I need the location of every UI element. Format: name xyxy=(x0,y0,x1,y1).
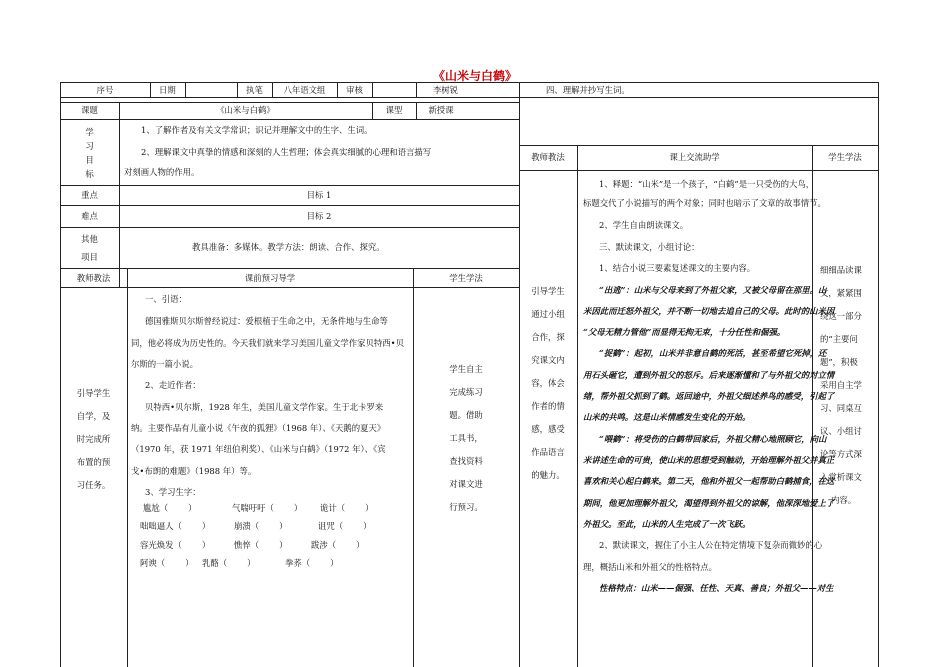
teacher-method-line: 容，体会 xyxy=(531,378,565,388)
vocab-word: 崩溃（ xyxy=(234,521,260,531)
author-heading: 2、走近作者： xyxy=(145,380,201,390)
intro-line: 德国雅斯贝尔斯曾经说过：爱根植于生命之中，无条件地与生命等 xyxy=(145,316,388,326)
vocab-item xyxy=(232,502,302,515)
vocab-word: 阿谀（ xyxy=(140,558,166,568)
content-line: “喂鹤”：将受伤的白鹤带回家后，外祖父精心地照顾它，向山 xyxy=(599,434,827,444)
teacher-method-line: 通过小组 xyxy=(531,309,565,319)
other-label: 项目 xyxy=(81,252,98,262)
student-method-line: 题。借助 xyxy=(449,410,483,420)
difficulty-label: 难点 xyxy=(81,211,98,221)
other-value: 教具准备：多媒体。教学方法：朗读、合作、探究。 xyxy=(192,242,385,252)
content-line: 性格特点：山米——倔强、任性、天真、善良；外祖父——对生 xyxy=(599,583,834,593)
student-method-line: 入赏析课文 xyxy=(820,472,862,482)
grid-line xyxy=(519,82,520,667)
content-line: 米因此而迁怒外祖父，并不断一切地去追自己的父母。此时的山米因 xyxy=(583,306,835,316)
vocab-item xyxy=(311,539,365,552)
goals-label-char: 目 xyxy=(85,155,94,165)
left-guide-header: 课前预习导学 xyxy=(244,273,296,283)
teacher-method-line: 引导学生 xyxy=(76,388,111,398)
grid-line xyxy=(60,119,519,120)
goal-line: 1、了解作者及有关文学常识；识记并理解文中的生字、生词。 xyxy=(141,125,373,135)
writer-label: 执笔 xyxy=(246,85,263,95)
vocab-item xyxy=(140,557,194,570)
right-teacher-header: 教师教法 xyxy=(531,152,565,162)
vocab-close: ） xyxy=(201,540,211,550)
vocab-copy-task: 四、理解并抄写生词。 xyxy=(546,85,630,95)
student-method-line: 的“主要问 xyxy=(820,334,858,344)
author-line: 贝特西•贝尔斯，1928 年生，美国儿童文学作家。生于北卡罗来 xyxy=(145,402,384,412)
chars-heading: 3、学习生字： xyxy=(145,487,201,497)
student-method-line: 对课文进 xyxy=(449,479,483,489)
content-line: 绪，帮外祖父抓到了鹤。返回途中，外祖父细述养鸟的感受，引起了 xyxy=(583,391,835,401)
teacher-method-line: 引导学生 xyxy=(531,286,565,296)
content-line: 标题交代了小说描写的两个对象；同时也暗示了文章的故事情节。 xyxy=(583,198,826,208)
teacher-method-line: 感，感受 xyxy=(531,424,565,434)
intro-heading: 一、引语： xyxy=(145,294,187,304)
grid-line xyxy=(60,227,519,228)
content-line: 喜欢和关心起白鹤来。第二天，他和外祖父一起帮助白鹤捕食，在这 xyxy=(583,476,835,486)
vocab-word: 容光焕发（ xyxy=(140,540,182,550)
student-method-line: 查找资料 xyxy=(449,456,483,466)
teacher-method-line: 自学，及 xyxy=(76,411,111,421)
grid-line xyxy=(878,82,879,667)
left-teacher-header: 教师教法 xyxy=(76,273,111,283)
vocab-item xyxy=(234,520,288,533)
seq-label: 序号 xyxy=(96,85,114,95)
type-label: 课型 xyxy=(385,105,403,115)
review-value: 李树锐 xyxy=(432,85,459,95)
document-title: 《山米与白鹤》 xyxy=(432,69,517,83)
content-line: 用石头砸它，遭到外祖父的怒斥。后来逐渐懂和了与外祖父的对立情 xyxy=(583,370,835,380)
key-label: 重点 xyxy=(81,190,98,200)
grid-line xyxy=(577,145,578,667)
vocab-word: 咄咄逼人（ xyxy=(140,521,182,531)
student-method-line: 完成练习 xyxy=(449,387,483,397)
grid-line xyxy=(519,170,878,171)
content-line: 山米的共鸣。这是山米情感发生变化的开始。 xyxy=(583,412,751,422)
student-method-line: 工具书， xyxy=(449,433,483,443)
content-line: 1、释题：“山米”是一个孩子，“白鹤”是一只受伤的大鸟， xyxy=(599,179,815,189)
vocab-item xyxy=(143,502,197,515)
teacher-method-line: 布置的预 xyxy=(76,457,111,467)
student-method-line: 题”，积极 xyxy=(820,357,858,367)
goals-label-char: 标 xyxy=(85,169,94,179)
vocab-close: ） xyxy=(279,540,288,550)
intro-line: 同，他必将成为历史性的。今天我们就来学习美国儿童文学作家贝特西•贝 xyxy=(131,338,404,348)
goals-label-char: 习 xyxy=(85,141,94,151)
teacher-method-line: 作者的情 xyxy=(531,401,565,411)
content-line: 三、默读课文，小组讨论： xyxy=(599,242,700,252)
grid-line xyxy=(185,82,186,97)
content-line: 理，概括山米和外祖父的性格特点。 xyxy=(583,562,717,572)
vocab-close: ） xyxy=(293,503,303,513)
content-line: 米讲述生命的可贵，使山米的思想受到触动，开始理解外祖父并真正 xyxy=(583,455,835,465)
grid-line xyxy=(127,268,128,667)
type-value: 新授课 xyxy=(428,105,454,115)
review-label: 审核 xyxy=(346,85,363,95)
vocab-item xyxy=(234,539,288,552)
goal-line: 对刻画人物的作用。 xyxy=(124,167,200,177)
author-line: 纳。主要作品有儿童小说《午夜的狐狸》（1968 年）、《天鹅的夏天》 xyxy=(131,423,386,433)
vocab-item xyxy=(320,502,374,515)
grid-line xyxy=(60,268,519,269)
student-method-line: 绕这一部分 xyxy=(820,311,862,321)
vocab-item xyxy=(202,557,256,570)
student-method-line: 文，紧紧围 xyxy=(820,288,862,298)
content-line: “父母无精力管他”而显得无拘无束，十分任性和倔强。 xyxy=(583,327,786,337)
date-label: 日期 xyxy=(159,85,176,95)
right-guide-header: 课上交流助学 xyxy=(669,152,720,162)
vocab-word: 拳荞（ xyxy=(285,558,311,568)
student-method-line: 学生自主 xyxy=(449,364,483,374)
content-line: 外祖父。至此，山米的人生完成了一次飞跃。 xyxy=(583,519,751,529)
intro-line: 尔斯的一篇小说。 xyxy=(131,359,198,369)
vocab-item xyxy=(140,520,210,533)
grid-line xyxy=(60,97,878,98)
teacher-method-line: 作品语言 xyxy=(531,447,565,457)
content-line: 期间，他更加理解外祖父，渴望得到外祖父的谅解，他深深地爱上了 xyxy=(583,498,835,508)
content-line: “捉鹤”：起初，山米并非意自鹤的死活，甚至希望它死掉，还 xyxy=(599,348,827,358)
grid-line xyxy=(150,82,151,97)
vocab-word: 跋涉（ xyxy=(311,540,337,550)
difficulty-value: 目标 2 xyxy=(306,211,332,221)
student-method-line: 内容。 xyxy=(831,495,857,505)
content-line: “出逃”：山米与父母来到了外祖父家，又被父母留在那里。山 xyxy=(599,285,827,295)
topic-label: 课题 xyxy=(81,105,98,115)
content-line: 2、学生自由朗读课文。 xyxy=(599,220,689,230)
student-method-line: 习、同桌互 xyxy=(820,403,862,413)
vocab-item xyxy=(285,557,339,570)
vocab-close: ） xyxy=(201,521,211,531)
vocab-close: ） xyxy=(279,521,288,531)
student-method-line: 论等方式深 xyxy=(820,449,862,459)
vocab-word: 尴尬（ xyxy=(143,503,169,513)
grid-line xyxy=(60,205,519,206)
student-method-line: 采用自主学 xyxy=(820,380,862,390)
student-method-line: 行预习。 xyxy=(449,502,483,512)
other-label: 其他 xyxy=(81,234,98,244)
content-line: 2、默读课文，握住了小主人公在特定情境下复杂而微妙的心 xyxy=(599,540,823,550)
vocab-word: 诅咒（ xyxy=(318,521,344,531)
vocab-word: 乳酪（ xyxy=(202,558,228,568)
vocab-close: ） xyxy=(188,503,197,513)
author-line: 戈•布朗的难题》（1988 年）等。 xyxy=(131,466,257,476)
key-value: 目标 1 xyxy=(306,190,332,200)
vocab-close: ） xyxy=(363,521,372,531)
author-line: （1970 年，获 1971 年纽伯利奖）、《山米与白鹤》（1972 年）、《宾 xyxy=(131,444,386,454)
vocab-close: ） xyxy=(247,558,256,568)
teacher-method-line: 习任务。 xyxy=(76,480,111,490)
vocab-close: ） xyxy=(356,540,365,550)
goal-line: 2、理解课文中真挚的情感和深刻的人生哲理；体会真实细腻的心理和语言描写 xyxy=(141,147,432,157)
grid-line xyxy=(519,145,878,146)
writer-value: 八年语文组 xyxy=(283,85,326,95)
vocab-close: ） xyxy=(330,558,339,568)
teacher-method-line: 合作，探 xyxy=(531,332,565,342)
vocab-close: ） xyxy=(185,558,194,568)
vocab-item xyxy=(140,539,210,552)
teacher-method-line: 的魅力。 xyxy=(531,470,565,480)
student-method-line: 议、小组讨 xyxy=(820,426,862,436)
student-method-line: 细细品读课 xyxy=(820,265,862,275)
grid-line xyxy=(60,82,878,83)
goals-label-char: 学 xyxy=(85,127,94,137)
vocab-close: ） xyxy=(365,503,374,513)
grid-line xyxy=(60,287,519,288)
vocab-word: 诡计（ xyxy=(320,503,346,513)
teacher-method-line: 究课文内 xyxy=(531,355,565,365)
grid-line xyxy=(60,185,519,186)
vocab-word: 憔悴（ xyxy=(234,540,260,550)
teacher-method-line: 时完成所 xyxy=(76,434,111,444)
topic-value: 《山米与白鹤》 xyxy=(216,105,275,115)
grid-line xyxy=(60,102,519,103)
left-student-header: 学生学法 xyxy=(449,273,483,283)
vocab-word: 气喘吁吁（ xyxy=(232,503,274,513)
right-student-header: 学生学法 xyxy=(828,152,862,162)
vocab-item xyxy=(318,520,372,533)
content-line: 1、结合小说三要素复述课文的主要内容。 xyxy=(599,263,756,273)
